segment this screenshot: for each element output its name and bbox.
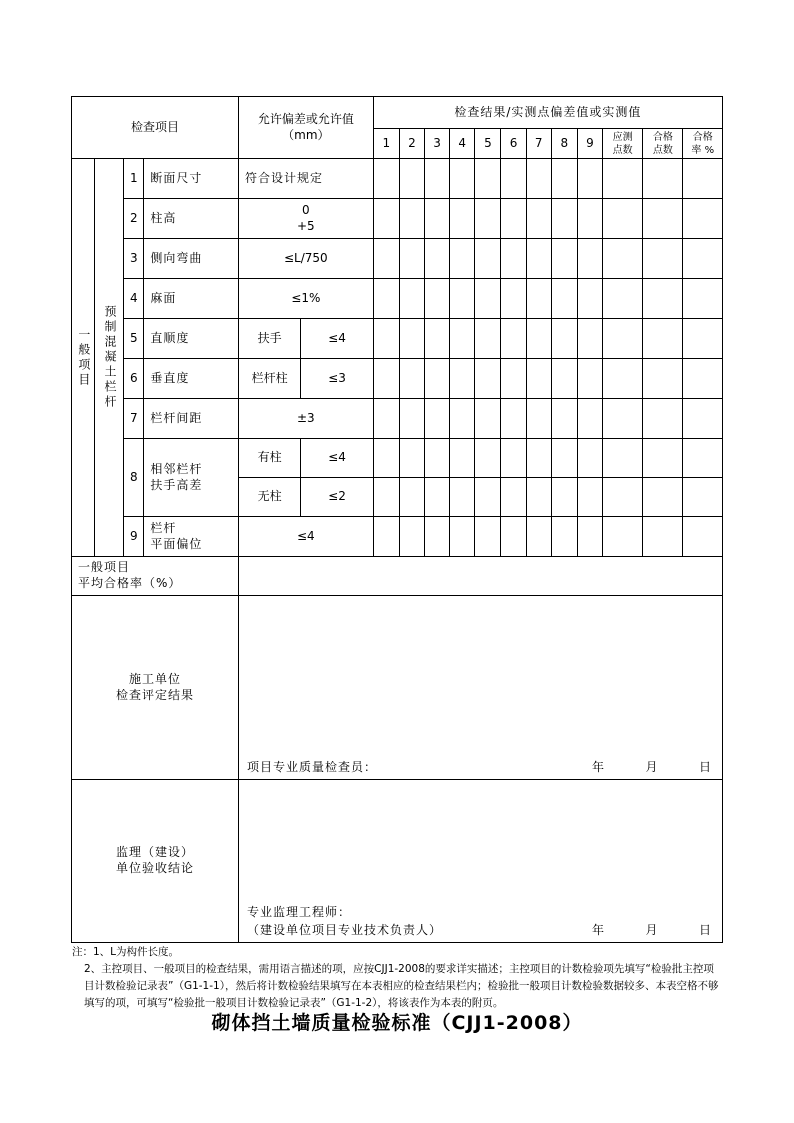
cell[interactable]	[373, 517, 399, 557]
cell[interactable]	[683, 199, 723, 239]
note-1: 注：1、L为构件长度。	[72, 946, 180, 958]
row-item: 栏杆间距	[144, 399, 239, 439]
note-2: 2、主控项目、一般项目的检查结果，需用语言描述的项，应按CJJ1-2008的要求详实描述；主控项目的计数检验项先填写“检验批主控项目计数检验记录表”（G1-1-1），然后将计数检验结果填写在本表相应的检查结果栏内；检验批一般项目计数检验数据较多、本表空格不够填写的项，可填写“检验批一般项目计数检验记录表”（G1-1-2），将该表作为本表的附页。	[84, 963, 719, 1009]
row-value: ≤4	[301, 439, 373, 478]
cell[interactable]	[643, 478, 683, 517]
cell[interactable]	[526, 319, 551, 359]
cell[interactable]	[373, 159, 399, 199]
header-should-measure: 应测 点数	[603, 129, 643, 159]
header-point-2: 2	[399, 129, 424, 159]
cell[interactable]	[475, 399, 501, 439]
cell[interactable]	[501, 199, 526, 239]
header-point-6: 6	[501, 129, 526, 159]
construction-signer: 项目专业质量检查员：	[246, 760, 377, 774]
cell[interactable]	[603, 439, 643, 478]
cell[interactable]	[551, 399, 577, 439]
cell[interactable]	[526, 159, 551, 199]
supervision-signature-line	[247, 923, 712, 939]
cell[interactable]	[683, 517, 723, 557]
construction-signature-line	[247, 760, 712, 776]
cell[interactable]	[373, 199, 399, 239]
cell[interactable]	[373, 359, 399, 399]
cell[interactable]	[577, 517, 602, 557]
cell[interactable]	[475, 517, 501, 557]
cell[interactable]	[425, 199, 450, 239]
subcategory-cell	[95, 159, 124, 557]
cell[interactable]	[450, 319, 475, 359]
row-item: 侧向弯曲	[144, 239, 239, 279]
cell[interactable]	[450, 517, 475, 557]
supervision-day: 日	[698, 923, 712, 937]
cell[interactable]	[551, 439, 577, 478]
cell[interactable]	[577, 359, 602, 399]
cell[interactable]	[373, 439, 399, 478]
supervision-signer-1: 专业监理工程师：	[246, 905, 351, 919]
cell[interactable]	[577, 279, 602, 319]
row-item: 断面尺寸	[144, 159, 239, 199]
header-results: 检查结果/实测点偏差值或实测值	[373, 97, 722, 129]
cell[interactable]	[425, 359, 450, 399]
row-sub: 栏杆柱	[238, 359, 300, 399]
subcategory-label: 预制混凝土栏杆	[103, 305, 117, 410]
cell[interactable]	[425, 399, 450, 439]
cell[interactable]	[501, 478, 526, 517]
cell[interactable]	[425, 439, 450, 478]
cell[interactable]	[475, 279, 501, 319]
cell[interactable]	[425, 517, 450, 557]
cell[interactable]	[425, 159, 450, 199]
cell[interactable]	[475, 199, 501, 239]
cell[interactable]	[551, 199, 577, 239]
header-point-5: 5	[475, 129, 501, 159]
row-item: 垂直度	[144, 359, 239, 399]
header-point-4: 4	[450, 129, 475, 159]
row-no: 9	[124, 517, 144, 557]
cell[interactable]	[475, 239, 501, 279]
cell[interactable]	[501, 319, 526, 359]
cell[interactable]	[683, 478, 723, 517]
cell[interactable]	[577, 399, 602, 439]
average-rate-value[interactable]	[238, 557, 722, 596]
row-item: 栏杆 平面偏位	[144, 517, 239, 557]
cell[interactable]	[373, 319, 399, 359]
cell[interactable]	[551, 239, 577, 279]
supervision-month: 月	[645, 923, 659, 937]
cell[interactable]	[643, 279, 683, 319]
header-point-7: 7	[526, 129, 551, 159]
notes	[72, 944, 724, 1012]
supervision-result-area[interactable]	[238, 780, 722, 943]
cell[interactable]	[425, 239, 450, 279]
cell[interactable]	[603, 517, 643, 557]
cell[interactable]	[425, 279, 450, 319]
cell[interactable]	[526, 239, 551, 279]
header-point-8: 8	[551, 129, 577, 159]
row-no: 7	[124, 399, 144, 439]
row-value: ≤L/750	[238, 239, 373, 279]
cell[interactable]	[450, 439, 475, 478]
cell[interactable]	[399, 319, 424, 359]
cell[interactable]	[399, 279, 424, 319]
row-value: ≤1%	[238, 279, 373, 319]
construction-date	[592, 760, 712, 776]
cell[interactable]	[577, 199, 602, 239]
cell[interactable]	[603, 239, 643, 279]
cell[interactable]	[603, 399, 643, 439]
row-sub: 扶手	[238, 319, 300, 359]
cell[interactable]	[643, 517, 683, 557]
cell[interactable]	[450, 399, 475, 439]
row-value: ≤2	[301, 478, 373, 517]
cell[interactable]	[501, 439, 526, 478]
cell[interactable]	[425, 478, 450, 517]
row-no: 4	[124, 279, 144, 319]
row-no: 2	[124, 199, 144, 239]
cell[interactable]	[683, 439, 723, 478]
cell[interactable]	[475, 478, 501, 517]
cell[interactable]	[399, 199, 424, 239]
row-value: ≤3	[301, 359, 373, 399]
cell[interactable]	[683, 399, 723, 439]
row-item: 麻面	[144, 279, 239, 319]
cell[interactable]	[603, 478, 643, 517]
construction-year: 年	[592, 760, 606, 774]
cell[interactable]	[399, 239, 424, 279]
row-sub: 无柱	[238, 478, 300, 517]
cell[interactable]	[373, 399, 399, 439]
cell[interactable]	[643, 399, 683, 439]
cell[interactable]	[603, 159, 643, 199]
cell[interactable]	[551, 359, 577, 399]
header-point-9: 9	[577, 129, 602, 159]
cell[interactable]	[399, 478, 424, 517]
row-no: 5	[124, 319, 144, 359]
cell[interactable]	[501, 239, 526, 279]
cell[interactable]	[643, 319, 683, 359]
cell[interactable]	[551, 517, 577, 557]
header-allowable-deviation: 允许偏差或允许值 （mm）	[238, 97, 373, 159]
cell[interactable]	[501, 159, 526, 199]
row-no: 8	[124, 439, 144, 517]
cell[interactable]	[603, 279, 643, 319]
category-label: 一般项目	[76, 327, 91, 388]
row-item: 相邻栏杆 扶手高差	[144, 439, 239, 517]
cell[interactable]	[526, 478, 551, 517]
cell[interactable]	[501, 399, 526, 439]
cell[interactable]	[683, 359, 723, 399]
cell[interactable]	[643, 439, 683, 478]
cell[interactable]	[399, 399, 424, 439]
cell[interactable]	[501, 279, 526, 319]
row-value: 0 +5	[238, 199, 373, 239]
cell[interactable]	[683, 279, 723, 319]
row-value: ±3	[238, 399, 373, 439]
construction-month: 月	[645, 760, 659, 774]
cell[interactable]	[551, 159, 577, 199]
cell[interactable]	[577, 439, 602, 478]
page-title: 砌体挡土墙质量检验标准（CJJ1-2008）	[211, 1012, 583, 1034]
inspection-form	[71, 96, 723, 943]
header-point-1: 1	[373, 129, 399, 159]
cell[interactable]	[683, 239, 723, 279]
cell[interactable]	[373, 478, 399, 517]
cell[interactable]	[683, 159, 723, 199]
cell[interactable]	[577, 159, 602, 199]
cell[interactable]	[683, 319, 723, 359]
row-value: ≤4	[238, 517, 373, 557]
cell[interactable]	[399, 517, 424, 557]
cell[interactable]	[475, 439, 501, 478]
cell[interactable]	[526, 279, 551, 319]
cell[interactable]	[526, 199, 551, 239]
header-qualified-rate: 合格 率 %	[683, 129, 723, 159]
cell[interactable]	[475, 159, 501, 199]
cell[interactable]	[475, 359, 501, 399]
construction-label: 施工单位 检查评定结果	[72, 596, 239, 780]
cell[interactable]	[373, 279, 399, 319]
cell[interactable]	[475, 319, 501, 359]
cell[interactable]	[450, 279, 475, 319]
cell[interactable]	[526, 359, 551, 399]
supervision-year: 年	[592, 923, 606, 937]
cell[interactable]	[603, 359, 643, 399]
cell[interactable]	[551, 478, 577, 517]
supervision-label: 监理（建设） 单位验收结论	[72, 780, 239, 943]
cell[interactable]	[526, 517, 551, 557]
construction-result-area[interactable]	[238, 596, 722, 780]
cell[interactable]	[450, 359, 475, 399]
cell[interactable]	[643, 159, 683, 199]
row-no: 3	[124, 239, 144, 279]
header-qualified-points: 合格 点数	[643, 129, 683, 159]
cell[interactable]	[551, 319, 577, 359]
cell[interactable]	[501, 517, 526, 557]
cell[interactable]	[643, 199, 683, 239]
cell[interactable]	[526, 439, 551, 478]
cell[interactable]	[551, 279, 577, 319]
cell[interactable]	[399, 439, 424, 478]
average-rate-label: 一般项目 平均合格率（%）	[72, 557, 239, 596]
cell[interactable]	[643, 359, 683, 399]
header-point-3: 3	[425, 129, 450, 159]
row-item: 直顺度	[144, 319, 239, 359]
row-value: ≤4	[301, 319, 373, 359]
cell[interactable]	[425, 319, 450, 359]
construction-day: 日	[698, 760, 712, 774]
cell[interactable]	[603, 199, 643, 239]
cell[interactable]	[450, 159, 475, 199]
cell[interactable]	[501, 359, 526, 399]
cell[interactable]	[450, 478, 475, 517]
cell[interactable]	[399, 159, 424, 199]
row-sub: 有柱	[238, 439, 300, 478]
supervision-signer-2: （建设单位项目专业技术负责人）	[246, 923, 442, 937]
supervision-date	[592, 923, 712, 939]
cell[interactable]	[526, 399, 551, 439]
cell[interactable]	[643, 239, 683, 279]
cell[interactable]	[577, 319, 602, 359]
row-item: 柱高	[144, 199, 239, 239]
cell[interactable]	[373, 239, 399, 279]
cell[interactable]	[450, 199, 475, 239]
row-value: 符合设计规定	[238, 159, 373, 199]
row-no: 1	[124, 159, 144, 199]
cell[interactable]	[577, 478, 602, 517]
cell[interactable]	[577, 239, 602, 279]
category-cell	[72, 159, 95, 557]
cell[interactable]	[603, 319, 643, 359]
cell[interactable]	[450, 239, 475, 279]
header-inspection-item: 检查项目	[72, 97, 239, 159]
cell[interactable]	[399, 359, 424, 399]
row-no: 6	[124, 359, 144, 399]
